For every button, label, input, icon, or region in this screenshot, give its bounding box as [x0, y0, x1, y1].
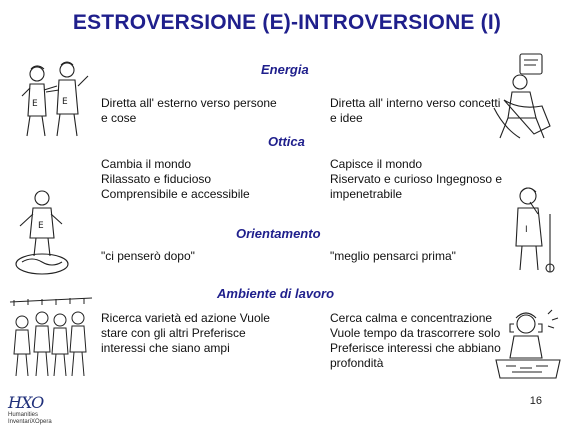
extrovert-on-globe-illustration	[6, 186, 78, 278]
text-line: Preferisce interessi che abbiano	[330, 341, 501, 355]
text-line: profondità	[330, 356, 384, 370]
logo-line2: InventariXOpera	[8, 419, 52, 425]
text-line: Diretta all' interno verso concetti	[330, 96, 501, 110]
introvert-desk-illustration	[492, 304, 564, 386]
text-line: Cerca calma e concentrazione	[330, 311, 493, 325]
introvert-reading-illustration	[490, 48, 560, 143]
text-line: Cambia il mondo	[101, 157, 192, 171]
extrovert-pair-illustration	[12, 56, 96, 140]
orientamento-right	[330, 249, 456, 264]
text-line: stare con gli altri Preferisce	[101, 326, 246, 340]
slide-title: ESTROVERSIONE (E)-INTROVERSIONE (I)	[72, 11, 502, 34]
text-line: Rilassato e fiducioso	[101, 172, 212, 186]
introvert-thinking-illustration	[500, 184, 564, 278]
text-line: "meglio pensarci prima"	[330, 249, 456, 263]
text-line: Diretta all' esterno verso persone	[101, 96, 277, 110]
orientamento-left	[101, 249, 195, 264]
heading-ambiente: Ambiente di lavoro	[217, 286, 335, 301]
ottica-left	[101, 157, 250, 202]
heading-ottica: Ottica	[268, 134, 305, 149]
ambiente-right	[330, 311, 501, 371]
text-line: Capisce il mondo	[330, 157, 423, 171]
ambiente-left	[101, 311, 270, 356]
energia-right	[330, 96, 500, 126]
text-line: Vuole tempo da trascorrere solo	[330, 326, 501, 340]
logo-line1: Humanities	[8, 412, 39, 418]
text-line: e idee	[330, 111, 363, 125]
heading-orientamento: Orientamento	[236, 226, 321, 241]
ottica-right	[330, 157, 502, 202]
energia-left	[101, 96, 277, 126]
svg-text:E: E	[38, 221, 44, 231]
text-line: Comprensibile e accessibile	[101, 187, 250, 201]
text-line: Ricerca varietà ed azione Vuole	[101, 311, 270, 325]
humanities-logo	[8, 393, 52, 426]
text-line: "ci penserò dopo"	[101, 249, 195, 263]
text-line: Riservato e curioso Ingegnoso e	[330, 172, 503, 186]
svg-text:I: I	[525, 225, 528, 235]
text-line: interessi che siano ampi	[101, 341, 230, 355]
text-line: impenetrabile	[330, 187, 403, 201]
crowd-illustration	[8, 296, 94, 380]
logo-mark: HXO	[8, 393, 44, 412]
svg-text:E: E	[32, 99, 38, 109]
heading-energia: Energia	[261, 62, 309, 77]
text-line: e cose	[101, 111, 137, 125]
svg-text:E: E	[62, 97, 68, 107]
page-number: 16	[529, 395, 542, 407]
